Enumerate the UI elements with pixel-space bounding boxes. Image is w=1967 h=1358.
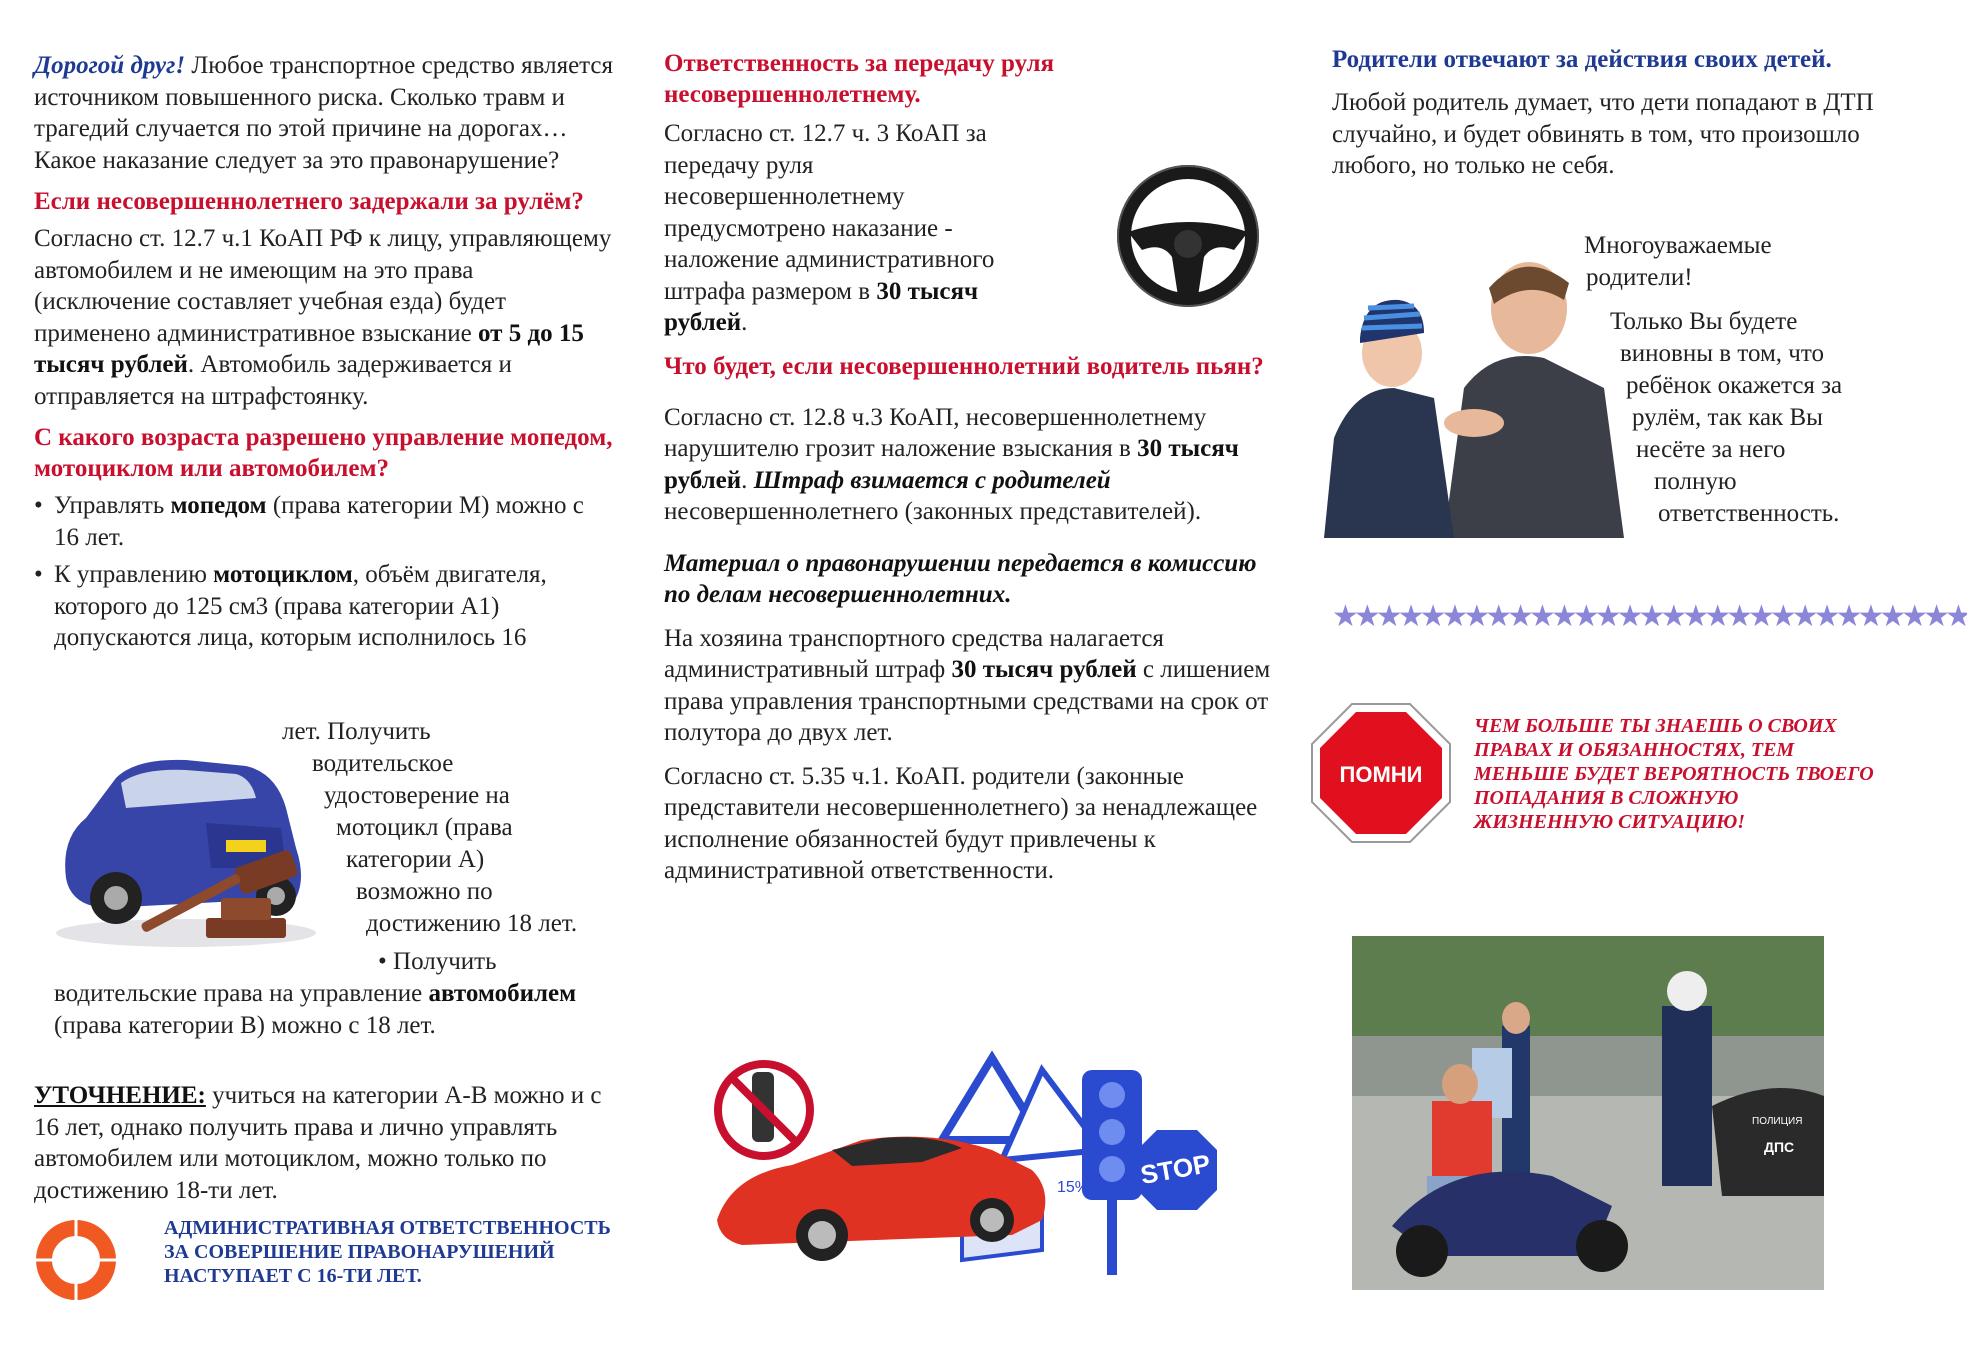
intro-text: Любое транспортное средство является источником повышенного риска. Сколько травм и трагедий случается по этой причине на дорогах… Какое наказание следует за это правонарушение? — [34, 52, 614, 174]
intro-lead: Дорогой друг! — [34, 52, 186, 79]
wrap-line: возможно по — [356, 878, 493, 905]
bullet-car-rest — [54, 978, 614, 1041]
text: несовершеннолетнего (законных представителей). — [664, 498, 1202, 525]
paragraph-commission: Материал о правонарушении передается в комиссию по делам несовершеннолетних. — [664, 549, 1257, 608]
road-signs-car-illustration — [712, 1050, 1232, 1280]
column-right — [1332, 40, 1892, 182]
text: (права категории В) можно с 18 лет. — [54, 1011, 436, 1039]
heading-wheel-transfer: Ответственность за передачу руля несовершеннолетнему. — [664, 50, 1055, 108]
fine-amount: 30 тысяч рублей — [664, 435, 1239, 494]
heading-detained: Если несовершеннолетнего задержали за рулём? — [34, 188, 584, 215]
bullet-motorcycle — [34, 559, 614, 654]
text-line: виновны в том, что — [1620, 340, 1824, 367]
paragraph-parents: Любой родитель думает, что дети попадают в ДТП случайно, и будет обвинять в том, что произошло любого, но только не себя. — [1332, 89, 1874, 179]
lifebuoy-icon — [34, 1218, 118, 1302]
text-line: несёте за него — [1636, 436, 1786, 463]
text: водительские права на управление — [54, 980, 429, 1007]
text: , объём двигателя, которого до 125 см3 (права категории А1) допускаются лица, которым исполнилось 16 — [54, 561, 547, 651]
text: с лишением права управления транспортными средствами на срок от полутора до двух лет. — [664, 656, 1271, 746]
wrap-line: категории А) — [346, 846, 485, 873]
text-line: ребёнок окажется за — [1626, 372, 1843, 399]
admin-responsibility-note: АДМИНИСТРАТИВНАЯ ОТВЕТСТВЕННОСТЬ ЗА СОВЕРШЕНИЕ ПРАВОНАРУШЕНИЙ НАСТУПАЕТ С 16-ТИ ЛЕТ. — [164, 1217, 611, 1287]
paragraph-owner-fine — [664, 623, 1274, 749]
text: . — [741, 309, 748, 336]
text: Управлять — [54, 492, 171, 519]
heading-parents: Родители отвечают за действия своих детей. — [1332, 46, 1832, 73]
text-line: рулём, так как Вы — [1632, 404, 1823, 431]
text-line: родители! — [1586, 264, 1693, 291]
motorcycle-word: мотоциклом — [213, 561, 353, 588]
text-line: Только Вы будете — [1610, 308, 1798, 335]
car-word: автомобилем — [428, 980, 577, 1007]
stop-sign-icon — [1310, 702, 1452, 844]
fine-amount: 30 тысяч рублей — [951, 656, 1137, 683]
clarification-paragraph — [34, 1080, 614, 1206]
wrap-line: мотоцикл (права — [336, 814, 513, 841]
bullet-car-first: • Получить — [378, 948, 497, 975]
clarification-label: УТОЧНЕНИЕ: — [34, 1082, 206, 1109]
paragraph-wheel-transfer — [664, 118, 1034, 339]
stop-sign-label: ПОМНИ — [1339, 762, 1423, 787]
text: К управлению — [54, 561, 214, 588]
wrap-line: водительское — [312, 750, 454, 777]
fine-amount: 30 тысяч рублей — [664, 277, 979, 336]
dps-label: ДПС — [1764, 1139, 1795, 1155]
text: Согласно ст. 12.7 ч. 3 КоАП за передачу руля несовершеннолетнему предусмотрено наказание - наложение административного штрафа размером в — [664, 120, 995, 305]
text-line: полную — [1654, 468, 1737, 495]
steering-wheel-icon — [1114, 162, 1262, 310]
text: (права категории М) можно с 16 лет. — [54, 492, 584, 551]
remember-warning: ЧЕМ БОЛЬШЕ ТЫ ЗНАЕШЬ О СВОИХ ПРАВАХ И ОБЯЗАННОСТЯХ, ТЕМ МЕНЬШЕ БУДЕТ ВЕРОЯТНОСТЬ ТВОЕГО ПОПАДАНИЯ В СЛОЖНУЮ ЖИЗНЕННУЮ СИТУАЦИЮ! — [1474, 715, 1874, 833]
text: учиться на категории А-В можно и с 16 лет, однако получить права и лично управлять автомобилем или мотоциклом, можно только по достижению 18-ти лет. — [34, 1082, 602, 1204]
paragraph-drunk-driver — [664, 402, 1274, 528]
stop-sign-text: STOP — [1138, 1148, 1213, 1191]
text: На хозяина транспортного средства налагается административный штраф — [664, 624, 1164, 683]
text-line: ответственность. — [1658, 500, 1840, 527]
grade-sign-text: 15% — [1057, 1179, 1090, 1196]
moped-word: мопедом — [170, 492, 267, 519]
text: Согласно ст. 12.8 ч.3 КоАП, несовершеннолетнему нарушителю грозит наложение взыскания в — [664, 403, 1207, 462]
wrap-line: удостоверение на — [324, 782, 510, 809]
wrap-line: лет. Получить — [282, 718, 431, 745]
paragraph-parents-liability: Согласно ст. 5.35 ч.1. КоАП. родители (законные представители несовершеннолетнего) за ненадлежащее исполнение обязанностей будут привлечены к административной ответственности. — [664, 762, 1258, 884]
intro-paragraph — [34, 50, 614, 176]
star-divider: ★★★★★★★★★★★★★★★★★★★★★★★★★★★★★ — [1332, 600, 1967, 633]
bullet-moped — [34, 490, 614, 553]
heading-age: С какого возраста разрешено управление мопедом, мотоциклом или автомобилем? — [34, 424, 613, 482]
parents-pay: Штраф взимается с родителей — [753, 466, 1111, 494]
police-scooter-photo — [1352, 936, 1824, 1290]
fine-amount: от 5 до 15 тысяч рублей — [34, 319, 584, 378]
wrap-line: достижению 18 лет. — [366, 910, 578, 937]
text: Согласно ст. 12.7 ч.1 КоАП РФ к лицу, управляющему автомобилем и не имеющим на это права (исключение составляет учебная езда) будет применено административное взыскание — [34, 225, 612, 347]
heading-drunk-driver: Что будет, если несовершеннолетний водитель пьян? — [664, 352, 1264, 380]
text: Получить — [393, 948, 497, 975]
text-line: Многоуважаемые — [1584, 232, 1772, 259]
column-left — [34, 40, 614, 654]
car-gavel-illustration — [46, 728, 336, 958]
text: . — [741, 466, 754, 494]
paragraph-detained — [34, 223, 614, 412]
police-label: ПОЛИЦИЯ — [1752, 1116, 1803, 1127]
text: . Автомобиль задерживается и отправляется на штрафстоянку. — [34, 351, 512, 410]
